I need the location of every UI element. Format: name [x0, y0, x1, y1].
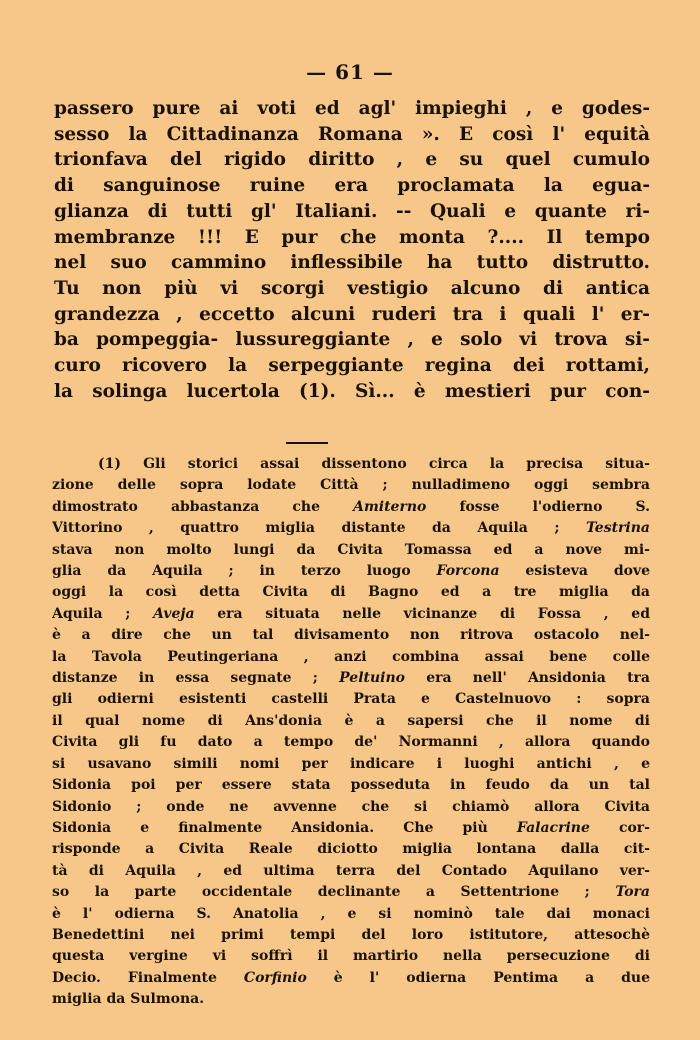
- footnote-line: [52, 946, 650, 967]
- footnote-text: è l' odierna S. Anatolia , e si nominò tale dai monaci: [52, 905, 650, 922]
- footnote-line: [52, 732, 650, 753]
- footnote-line: [52, 754, 650, 775]
- main-text: [54, 96, 650, 404]
- footnote-line: [52, 604, 650, 625]
- footnote-text: Vittorino , quattro miglia distante da Aquila ;: [52, 520, 586, 537]
- footnote-line: [52, 968, 650, 989]
- footnote-text: stava non molto lungi da Civita Tomassa ed a nove mi-: [52, 541, 650, 558]
- footnote-line: [52, 775, 650, 796]
- footnote-text: miglia da Sulmona.: [52, 991, 205, 1008]
- place-name: Amiterno: [353, 498, 427, 515]
- text-line: di sanguinose ruine era proclamata la egua-: [54, 175, 650, 197]
- footnote-line: [52, 582, 650, 603]
- footnote-text: tà di Aquila , ed ultima terra del Contado Aquilano ver-: [52, 862, 650, 879]
- footnote-text: gli odierni esistenti castelli Prata e Castelnuovo : sopra: [52, 691, 650, 708]
- place-name: Tora: [615, 884, 650, 901]
- footnote-text: dimostrato abbastanza che: [52, 498, 354, 515]
- footnote-line: [52, 818, 650, 839]
- footnote-line: [52, 797, 650, 818]
- footnote-separator: [286, 442, 328, 444]
- footnote-line: [52, 475, 650, 496]
- footnote-line: [52, 689, 650, 710]
- footnote-line: [52, 989, 650, 1010]
- footnote: [52, 454, 650, 1011]
- text-line: trionfava del rigido diritto , e su quel cumulo: [54, 149, 650, 171]
- text-line: sesso la Cittadinanza Romana ». E così l' equità: [54, 123, 650, 145]
- text-line: grandezza , eccetto alcuni ruderi tra i quali l' er-: [54, 303, 650, 325]
- footnote-text: Aquila ;: [52, 605, 154, 622]
- footnote-line: [52, 454, 650, 475]
- place-name: Falacrine: [516, 819, 590, 836]
- text-line: la solinga lucertola (1). Sì... è mestieri pur con-: [54, 380, 650, 402]
- text-line: curo ricovero la serpeggiante regina dei rottami,: [54, 355, 650, 377]
- text-line: nel suo cammino inflessibile ha tutto distrutto.: [54, 252, 650, 274]
- footnote-line: [52, 904, 650, 925]
- footnote-text: questa vergine vi soffrì il martirio nella persecuzione di: [52, 948, 650, 965]
- text-line: passero pure ai voti ed agl' impieghi , e godes-: [54, 98, 650, 119]
- footnote-text: Civita gli fu dato a tempo de' Normanni , allora quando: [52, 734, 650, 751]
- footnote-text: era nell' Ansidonia tra: [405, 670, 650, 687]
- footnote-text: è l' odierna Pentima a due: [306, 969, 650, 986]
- footnote-text: so la parte occidentale declinante a Settentrione ;: [52, 884, 616, 901]
- page-number: — 61 —: [306, 60, 394, 84]
- footnote-line: [52, 839, 650, 860]
- text-line: glianza di tutti gl' Italiani. -- Quali e quante ri-: [54, 200, 650, 222]
- footnote-line: [52, 647, 650, 668]
- text-line: ba pompeggia- lussureggiante , e solo vi trova si-: [54, 329, 650, 351]
- place-name: Corfinio: [243, 969, 307, 986]
- footnote-text: glia da Aquila ; in terzo luogo: [52, 563, 437, 580]
- footnote-line: [52, 518, 650, 539]
- footnote-text: è a dire che un tal divisamento non ritrova ostacolo nel-: [52, 627, 650, 644]
- footnote-line: [52, 668, 650, 689]
- footnote-line: [52, 882, 650, 903]
- footnote-line: [52, 561, 650, 582]
- footnote-text: zione delle sopra lodate Città ; nulladimeno oggi sembra: [52, 477, 650, 494]
- footnote-text: la Tavola Peutingeriana , anzi combina assai bene colle: [52, 648, 650, 665]
- footnote-text: fosse l'odierno S.: [426, 498, 650, 515]
- footnote-line: [52, 925, 650, 946]
- place-name: Peltuino: [339, 670, 405, 687]
- place-name: Aveja: [153, 605, 195, 622]
- footnote-text: risponde a Civita Reale diciotto miglia lontana dalla cit-: [52, 841, 650, 858]
- footnote-text: distanze in essa segnate ;: [52, 670, 340, 687]
- footnote-text: Sidonio ; onde ne avvenne che si chiamò allora Civita: [52, 798, 650, 815]
- footnote-text: Decio. Finalmente: [52, 969, 244, 986]
- footnote-line: [52, 497, 650, 518]
- place-name: Forcona: [436, 563, 500, 580]
- footnote-line: [52, 861, 650, 882]
- footnote-text: oggi la così detta Civita di Bagno ed a tre miglia da: [52, 584, 650, 601]
- footnote-text: Benedettini nei primi tempi del loro istitutore, attesochè: [52, 926, 650, 943]
- footnote-text: il qual nome di Ans'donia è a sapersi che il nome di: [52, 712, 650, 729]
- footnote-text: era situata nelle vicinanze di Fossa , ed: [194, 605, 650, 622]
- footnote-text: cor-: [589, 819, 650, 836]
- footnote-line: [52, 711, 650, 732]
- footnote-text: si usavano simili nomi per indicare i luoghi antichi , e: [52, 755, 650, 772]
- footnote-text: Sidonia e finalmente Ansidonia. Che più: [52, 819, 517, 836]
- text-line: Tu non più vi scorgi vestigio alcuno di antica: [54, 277, 650, 299]
- footnote-line: [52, 540, 650, 561]
- footnote-text: esisteva dove: [499, 563, 650, 580]
- footnote-line: [52, 625, 650, 646]
- footnote-text: Sidonia poi per essere stata posseduta in feudo da un tal: [52, 777, 650, 794]
- text-line: membranze !!! E pur che monta ?.... Il tempo: [54, 226, 650, 248]
- place-name: Testrina: [585, 520, 650, 537]
- footnote-text: (1) Gli storici assai dissentono circa la precisa situa-: [98, 456, 650, 472]
